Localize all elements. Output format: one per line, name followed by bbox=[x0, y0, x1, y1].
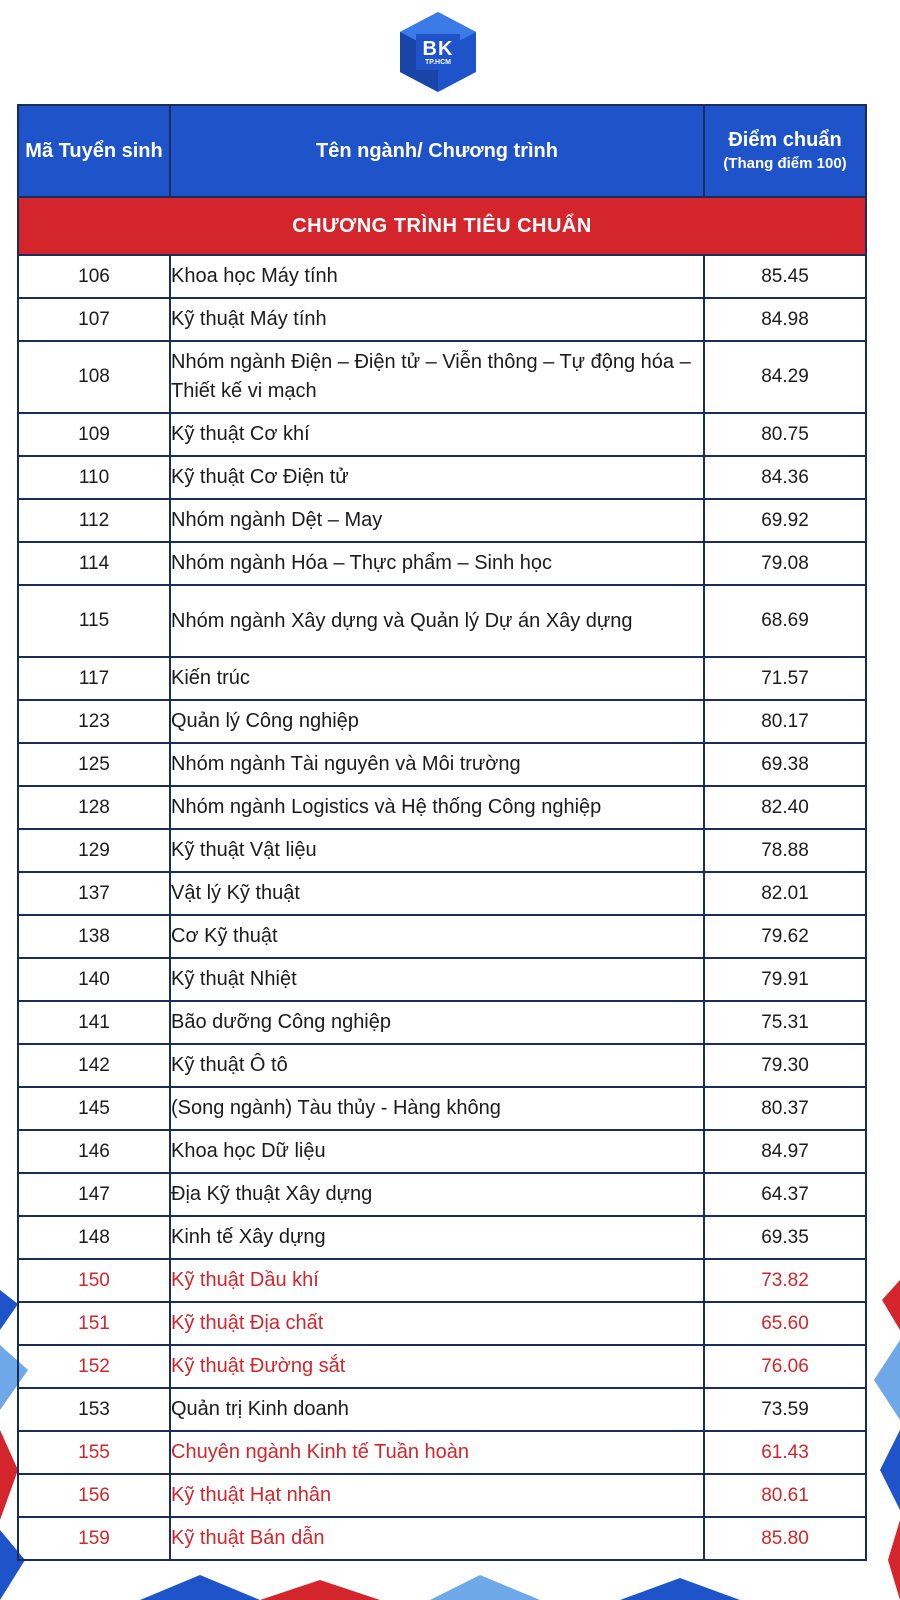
row-name: Nhóm ngành Điện – Điện tử – Viễn thông – Tự động hóa – Thiết kế vi mạch bbox=[170, 341, 704, 413]
bk-logo bbox=[400, 12, 480, 92]
row-code: 150 bbox=[18, 1259, 170, 1302]
row-code: 110 bbox=[18, 456, 170, 499]
table-row bbox=[18, 341, 866, 413]
table-row bbox=[18, 585, 866, 657]
row-name: Chuyên ngành Kinh tế Tuần hoàn bbox=[170, 1431, 704, 1474]
right-decoration bbox=[868, 1280, 900, 1600]
row-name: Nhóm ngành Tài nguyên và Môi trường bbox=[170, 743, 704, 786]
table-row bbox=[18, 786, 866, 829]
row-name: Kỹ thuật Cơ Điện tử bbox=[170, 456, 704, 499]
row-name: Nhóm ngành Xây dựng và Quản lý Dự án Xây dựng bbox=[170, 585, 704, 657]
row-code: 141 bbox=[18, 1001, 170, 1044]
section-row bbox=[18, 197, 866, 255]
row-code: 156 bbox=[18, 1474, 170, 1517]
row-score: 85.80 bbox=[704, 1517, 866, 1560]
header-score bbox=[704, 105, 866, 197]
row-score: 64.37 bbox=[704, 1173, 866, 1216]
score-table bbox=[17, 104, 867, 1561]
table-row bbox=[18, 542, 866, 585]
row-score: 69.38 bbox=[704, 743, 866, 786]
row-score: 80.17 bbox=[704, 700, 866, 743]
row-name: Kỹ thuật Vật liệu bbox=[170, 829, 704, 872]
section-title: CHƯƠNG TRÌNH TIÊU CHUẨN bbox=[18, 197, 866, 255]
row-name: Kỹ thuật Máy tính bbox=[170, 298, 704, 341]
row-code: 145 bbox=[18, 1087, 170, 1130]
row-code: 115 bbox=[18, 585, 170, 657]
table-row bbox=[18, 743, 866, 786]
row-score: 79.62 bbox=[704, 915, 866, 958]
row-score: 69.92 bbox=[704, 499, 866, 542]
header-code: Mã Tuyển sinh bbox=[18, 105, 170, 197]
row-score: 75.31 bbox=[704, 1001, 866, 1044]
logo-subtext: TP.HCM bbox=[425, 59, 451, 66]
row-score: 80.37 bbox=[704, 1087, 866, 1130]
row-name: Kỹ thuật Địa chất bbox=[170, 1302, 704, 1345]
row-code: 142 bbox=[18, 1044, 170, 1087]
row-score: 76.06 bbox=[704, 1345, 866, 1388]
row-score: 79.08 bbox=[704, 542, 866, 585]
table-row bbox=[18, 1087, 866, 1130]
row-name: Kỹ thuật Nhiệt bbox=[170, 958, 704, 1001]
header-score-scale: (Thang điểm 100) bbox=[723, 155, 847, 172]
row-score: 82.01 bbox=[704, 872, 866, 915]
row-name: Bão dưỡng Công nghiệp bbox=[170, 1001, 704, 1044]
row-score: 80.75 bbox=[704, 413, 866, 456]
row-score: 82.40 bbox=[704, 786, 866, 829]
row-code: 125 bbox=[18, 743, 170, 786]
table-row bbox=[18, 700, 866, 743]
row-code: 155 bbox=[18, 1431, 170, 1474]
row-code: 117 bbox=[18, 657, 170, 700]
row-score: 71.57 bbox=[704, 657, 866, 700]
table-row bbox=[18, 1130, 866, 1173]
row-score: 73.82 bbox=[704, 1259, 866, 1302]
table-row bbox=[18, 1259, 866, 1302]
table-row bbox=[18, 456, 866, 499]
row-score: 85.45 bbox=[704, 255, 866, 298]
table-row bbox=[18, 872, 866, 915]
row-code: 112 bbox=[18, 499, 170, 542]
row-name: Kỹ thuật Ô tô bbox=[170, 1044, 704, 1087]
table-row bbox=[18, 298, 866, 341]
row-code: 108 bbox=[18, 341, 170, 413]
bottom-decoration bbox=[0, 1575, 900, 1600]
row-score: 79.30 bbox=[704, 1044, 866, 1087]
row-name: Địa Kỹ thuật Xây dựng bbox=[170, 1173, 704, 1216]
table-row bbox=[18, 499, 866, 542]
row-code: 107 bbox=[18, 298, 170, 341]
row-name: (Song ngành) Tàu thủy - Hàng không bbox=[170, 1087, 704, 1130]
table-row bbox=[18, 1345, 866, 1388]
row-name: Quản trị Kinh doanh bbox=[170, 1388, 704, 1431]
header-name: Tên ngành/ Chương trình bbox=[170, 105, 704, 197]
row-name: Kỹ thuật Bán dẫn bbox=[170, 1517, 704, 1560]
row-name: Kỹ thuật Cơ khí bbox=[170, 413, 704, 456]
table-row bbox=[18, 1388, 866, 1431]
row-name: Kiến trúc bbox=[170, 657, 704, 700]
row-code: 148 bbox=[18, 1216, 170, 1259]
row-code: 129 bbox=[18, 829, 170, 872]
row-name: Kỹ thuật Dầu khí bbox=[170, 1259, 704, 1302]
row-score: 84.29 bbox=[704, 341, 866, 413]
table-row bbox=[18, 1474, 866, 1517]
row-name: Quản lý Công nghiệp bbox=[170, 700, 704, 743]
row-code: 106 bbox=[18, 255, 170, 298]
table-row bbox=[18, 1173, 866, 1216]
row-name: Khoa học Dữ liệu bbox=[170, 1130, 704, 1173]
row-code: 159 bbox=[18, 1517, 170, 1560]
row-score: 61.43 bbox=[704, 1431, 866, 1474]
row-code: 138 bbox=[18, 915, 170, 958]
table-row bbox=[18, 657, 866, 700]
row-code: 153 bbox=[18, 1388, 170, 1431]
row-code: 128 bbox=[18, 786, 170, 829]
row-score: 79.91 bbox=[704, 958, 866, 1001]
row-score: 69.35 bbox=[704, 1216, 866, 1259]
table-header-row bbox=[18, 105, 866, 197]
row-name: Nhóm ngành Hóa – Thực phẩm – Sinh học bbox=[170, 542, 704, 585]
row-name: Khoa học Máy tính bbox=[170, 255, 704, 298]
row-code: 137 bbox=[18, 872, 170, 915]
table-row bbox=[18, 1044, 866, 1087]
row-code: 114 bbox=[18, 542, 170, 585]
row-score: 68.69 bbox=[704, 585, 866, 657]
table-row bbox=[18, 255, 866, 298]
row-score: 65.60 bbox=[704, 1302, 866, 1345]
header-score-label: Điểm chuẩn bbox=[728, 129, 842, 151]
table-row bbox=[18, 1001, 866, 1044]
row-name: Vật lý Kỹ thuật bbox=[170, 872, 704, 915]
row-score: 84.97 bbox=[704, 1130, 866, 1173]
row-code: 140 bbox=[18, 958, 170, 1001]
row-name: Nhóm ngành Dệt – May bbox=[170, 499, 704, 542]
table-row bbox=[18, 1302, 866, 1345]
row-score: 84.36 bbox=[704, 456, 866, 499]
row-score: 78.88 bbox=[704, 829, 866, 872]
table-row bbox=[18, 958, 866, 1001]
row-code: 147 bbox=[18, 1173, 170, 1216]
row-name: Cơ Kỹ thuật bbox=[170, 915, 704, 958]
row-score: 80.61 bbox=[704, 1474, 866, 1517]
row-name: Kinh tế Xây dựng bbox=[170, 1216, 704, 1259]
row-name: Kỹ thuật Đường sắt bbox=[170, 1345, 704, 1388]
row-code: 109 bbox=[18, 413, 170, 456]
row-name: Nhóm ngành Logistics và Hệ thống Công nghiệp bbox=[170, 786, 704, 829]
table-row bbox=[18, 1431, 866, 1474]
row-name: Kỹ thuật Hạt nhân bbox=[170, 1474, 704, 1517]
row-score: 84.98 bbox=[704, 298, 866, 341]
row-code: 123 bbox=[18, 700, 170, 743]
row-code: 146 bbox=[18, 1130, 170, 1173]
table-row bbox=[18, 829, 866, 872]
row-code: 151 bbox=[18, 1302, 170, 1345]
table-row bbox=[18, 915, 866, 958]
row-code: 152 bbox=[18, 1345, 170, 1388]
row-score: 73.59 bbox=[704, 1388, 866, 1431]
table-row bbox=[18, 413, 866, 456]
table-row bbox=[18, 1216, 866, 1259]
table-row bbox=[18, 1517, 866, 1560]
logo-text: BK bbox=[422, 38, 454, 60]
